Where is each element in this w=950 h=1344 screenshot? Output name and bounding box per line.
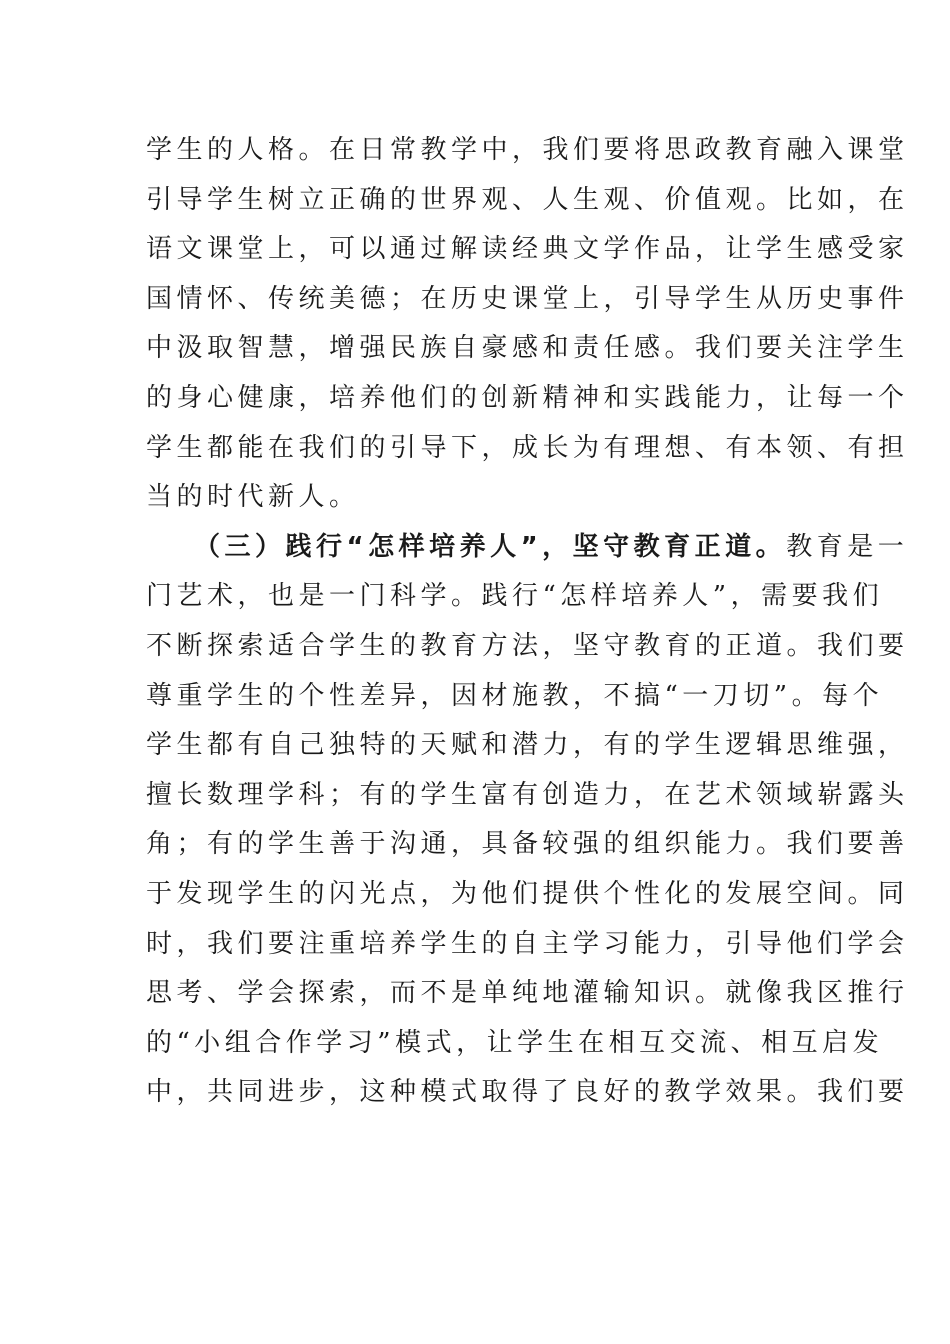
text-line: 擅长数理学科；有的学生富有创造力，在艺术领域崭露头 [146,779,909,810]
text-line: 语文课堂上，可以通过解读经典文学作品，让学生感受家 [146,234,909,265]
paragraph-2-first-line [146,523,909,573]
text-line: 尊重学生的个性差异，因材施教，不搞“一刀切”。每个 [146,680,884,711]
text-line: 学生的人格。在日常教学中，我们要将思政教育融入课堂 [146,135,909,165]
text-line: 角；有的学生善于沟通，具备较强的组织能力。我们要善 [146,829,909,860]
text-line: 引导学生树立正确的世界观、人生观、价值观。比如，在 [146,184,909,215]
paragraph-2 [146,523,909,1118]
text-line: 中，共同进步，这种模式取得了良好的教学效果。我们要 [146,1077,909,1108]
section-heading: （三）践行“怎样培养人”，坚守教育正道。 [194,531,787,562]
text-line: 时，我们要注重培养学生的自主学习能力，引导他们学会 [146,928,909,959]
text-line: 当的时代新人。 [146,482,360,513]
text-line: 思考、学会探索，而不是单纯地灌输知识。就像我区推行 [146,978,909,1009]
text-line: 中汲取智慧，增强民族自豪感和责任感。我们要关注学生 [146,333,909,364]
heading-continuation: 教育是一 [786,531,909,562]
text-line: 学生都能在我们的引导下，成长为有理想、有本领、有担 [146,432,909,463]
text-line: 门艺术，也是一门科学。践行“怎样培养人”，需要我们 [146,581,884,612]
text-line: 的身心健康，培养他们的创新精神和实践能力，让每一个 [146,382,909,413]
text-line: 于发现学生的闪光点，为他们提供个性化的发展空间。同 [146,878,909,909]
text-line: 的“小组合作学习”模式，让学生在相互交流、相互启发 [146,1027,884,1058]
text-line: 不断探索适合学生的教育方法，坚守教育的正道。我们要 [146,630,909,661]
body-text [146,126,909,1118]
text-line: 学生都有自己独特的天赋和潜力，有的学生逻辑思维强， [146,730,909,761]
paragraph-1 [146,126,909,523]
text-line: 国情怀、传统美德；在历史课堂上，引导学生从历史事件 [146,283,909,314]
